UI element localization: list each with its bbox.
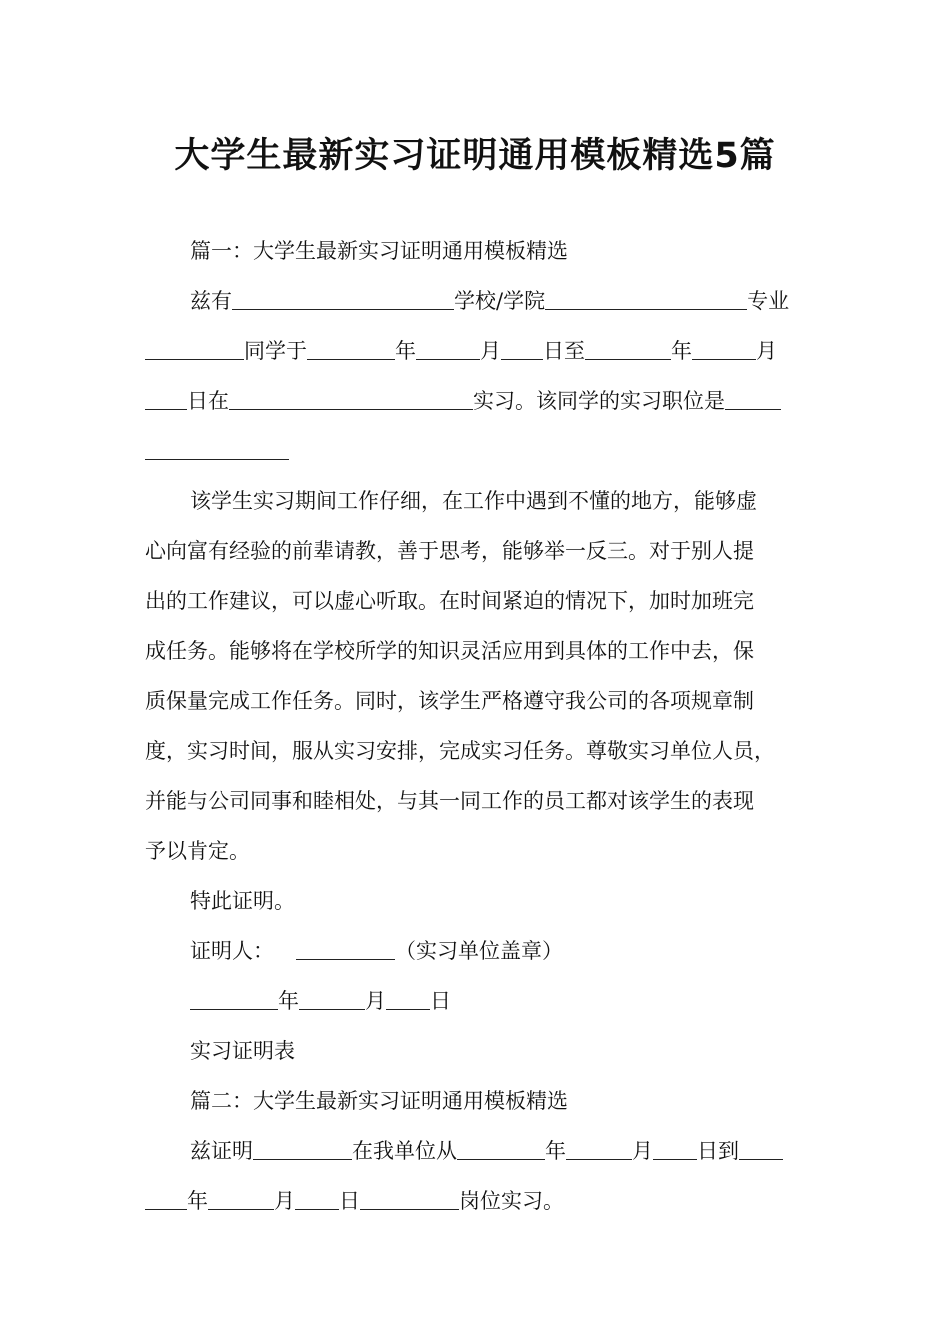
label-day-at: 日在 [187, 389, 229, 413]
certify-text: 特此证明。 [190, 889, 295, 913]
body-line-7: 并能与公司同事和睦相处，与其一同工作的员工都对该学生的表现 [145, 789, 754, 813]
blank-p2-start-month [566, 1139, 632, 1160]
blank-end-year [585, 339, 671, 360]
label-sign-day: 日 [430, 989, 451, 1013]
label-year: 年 [395, 339, 416, 363]
section-1-heading: 篇一：大学生最新实习证明通用模板精选 [190, 239, 568, 263]
blank-position [725, 389, 781, 410]
label-school: 学校/学院 [454, 289, 546, 313]
label-month-2: 月 [756, 339, 777, 363]
blank-p2-start-year [457, 1139, 545, 1160]
blank-position-cont [145, 439, 289, 460]
fill-line-p2-1 [190, 1136, 783, 1166]
label-month: 月 [480, 339, 501, 363]
blank-p2-end-day [295, 1189, 339, 1210]
blank-end-month [692, 339, 756, 360]
date-line [190, 986, 451, 1016]
blank-p2-end-month [208, 1189, 274, 1210]
label-certify-prefix: 兹证明 [190, 1139, 253, 1163]
blank-start-day [501, 339, 543, 360]
fill-line-2 [145, 336, 777, 366]
label-p2-day: 日 [339, 1189, 360, 1213]
blank-p2-student [253, 1139, 352, 1160]
body-line-6: 度，实习时间，服从实习安排，完成实习任务。尊敬实习单位人员， [145, 739, 775, 763]
label-day-to: 日至 [543, 339, 585, 363]
blank-p2-end-year [739, 1139, 783, 1160]
blank-sign-day [386, 989, 430, 1010]
label-year-2: 年 [671, 339, 692, 363]
blank-p2-post [360, 1189, 459, 1210]
label-major: 专业 [747, 289, 790, 313]
document-title: 大学生最新实习证明通用模板精选5篇 [174, 136, 776, 176]
label-p2-day-to: 日到 [697, 1139, 739, 1163]
blank-p2-start-day [653, 1139, 697, 1160]
label-sign-month: 月 [365, 989, 386, 1013]
certifier-seal: （实习单位盖章） [395, 939, 563, 963]
fill-line-4 [145, 436, 289, 466]
blank-certifier [296, 939, 395, 960]
blank-company [229, 389, 473, 410]
body-line-3: 出的工作建议，可以虚心听取。在时间紧迫的情况下，加时加班完 [145, 589, 754, 613]
label-intern-position: 实习。该同学的实习职位是 [473, 389, 725, 413]
certifier-label: 证明人： [190, 939, 274, 963]
label-sign-year: 年 [278, 989, 299, 1013]
blank-student-name [145, 339, 244, 360]
body-line-4: 成任务。能够将在学校所学的知识灵活应用到具体的工作中去，保 [145, 639, 754, 663]
label-p2-month-2: 月 [274, 1189, 295, 1213]
blank-start-month [416, 339, 480, 360]
body-line-1: 该学生实习期间工作仔细，在工作中遇到不懂的地方，能够虚 [190, 489, 757, 513]
label-p2-year: 年 [545, 1139, 566, 1163]
blank-start-year [307, 339, 395, 360]
label-p2-month: 月 [632, 1139, 653, 1163]
blank-sign-month [299, 989, 365, 1010]
label-at-unit-from: 在我单位从 [352, 1139, 457, 1163]
label-p2-year-2: 年 [187, 1189, 208, 1213]
body-line-5: 质保量完成工作任务。同时，该学生严格遵守我公司的各项规章制 [145, 689, 754, 713]
fill-line-1 [190, 286, 789, 316]
body-line-8: 予以肯定。 [145, 839, 250, 863]
blank-school [232, 289, 454, 310]
blank-sign-year [190, 989, 278, 1010]
certifier-line [190, 936, 563, 966]
label-post-intern: 岗位实习。 [459, 1189, 564, 1213]
fill-line-3 [145, 386, 781, 416]
label-student-from: 同学于 [244, 339, 307, 363]
label-zi-you: 兹有 [190, 289, 232, 313]
blank-major [545, 289, 747, 310]
blank-end-day [145, 389, 187, 410]
form-title: 实习证明表 [190, 1039, 295, 1063]
blank-p2-end-year-cont [145, 1189, 187, 1210]
section-2-heading: 篇二：大学生最新实习证明通用模板精选 [190, 1089, 568, 1113]
fill-line-p2-2 [145, 1186, 564, 1216]
body-line-2: 心向富有经验的前辈请教，善于思考，能够举一反三。对于别人提 [145, 539, 754, 563]
